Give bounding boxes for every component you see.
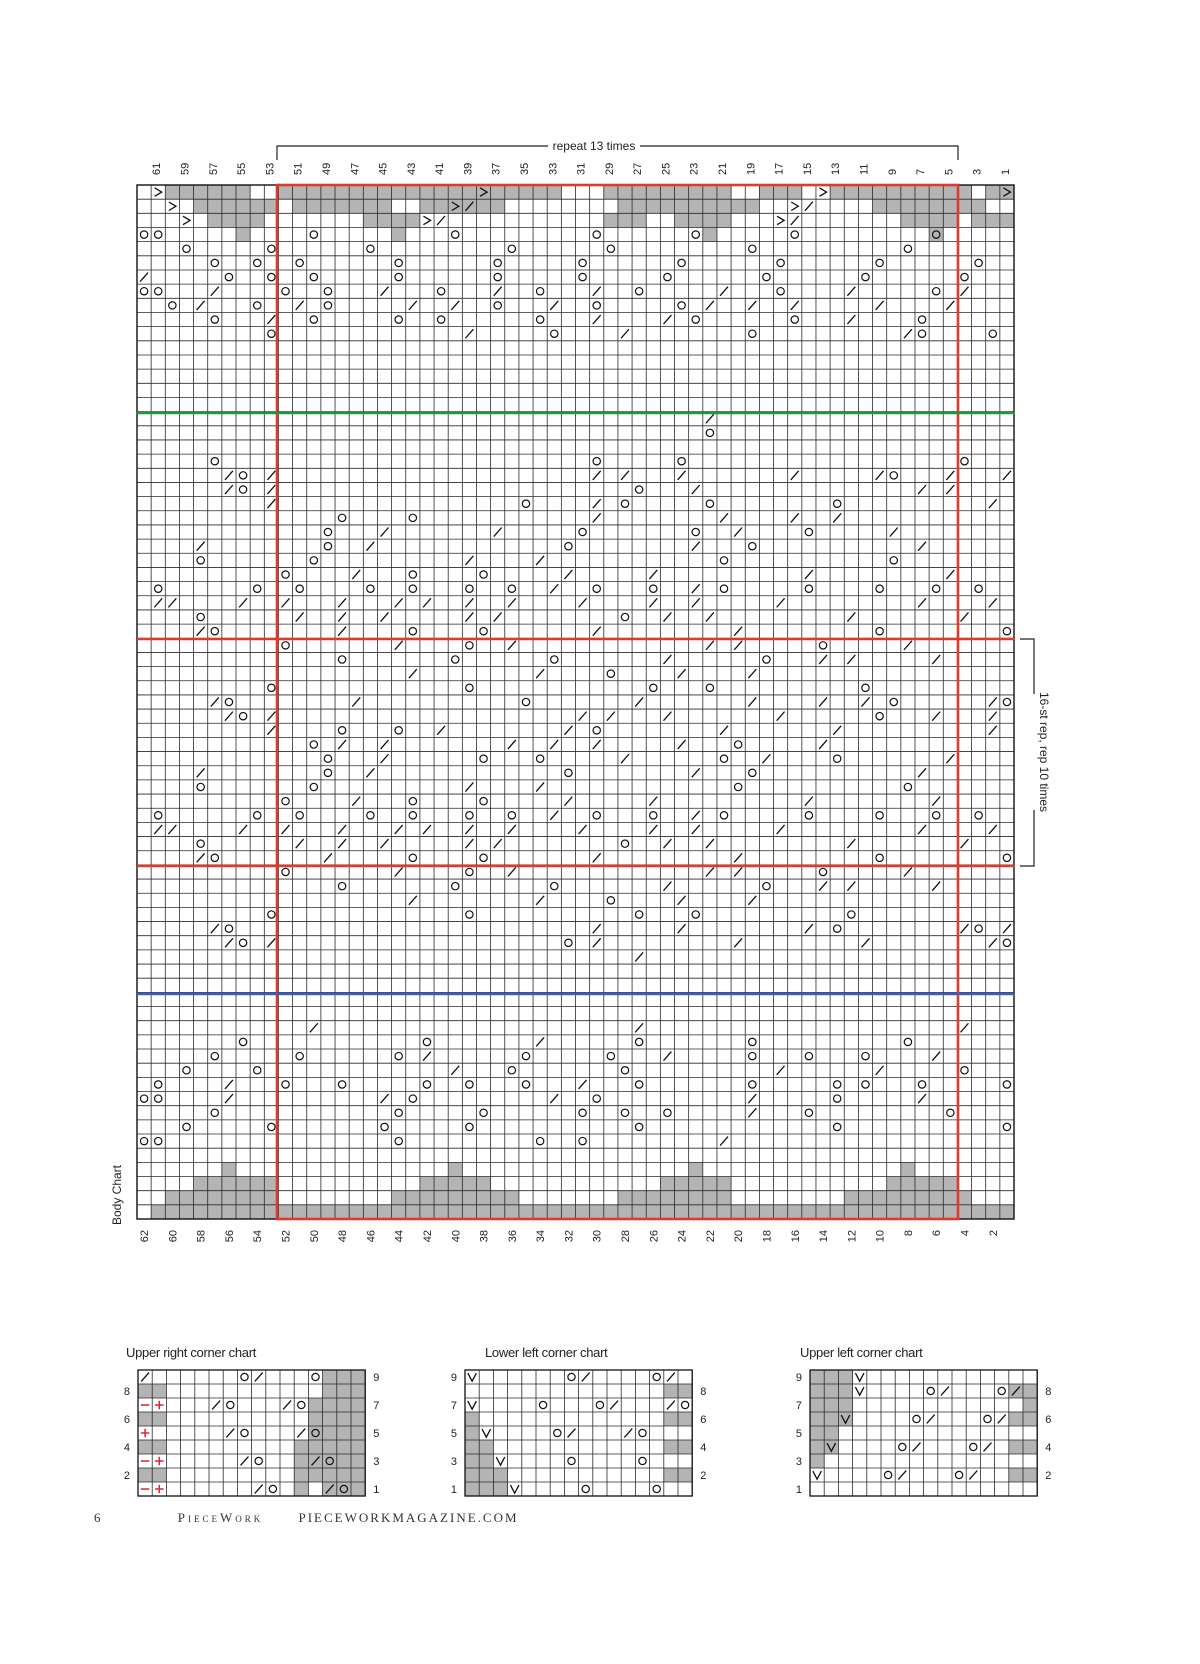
column-number-bottom: 24 <box>676 1230 689 1243</box>
column-number-top: 29 <box>603 162 616 175</box>
column-number-bottom: 30 <box>591 1230 604 1243</box>
row-number-left: 9 <box>450 1372 457 1384</box>
column-number-top: 55 <box>236 162 249 175</box>
column-number-top: 53 <box>264 162 277 175</box>
column-number-bottom: 6 <box>931 1230 944 1237</box>
column-number-top: 33 <box>547 162 560 175</box>
column-number-top: 25 <box>660 162 673 175</box>
upper-left-corner-title: Upper left corner chart <box>800 1345 923 1360</box>
row-number-left: 3 <box>450 1456 457 1468</box>
row-number-right: 5 <box>373 1428 380 1440</box>
row-number-left: 3 <box>795 1456 802 1468</box>
column-number-top: 1 <box>999 168 1012 175</box>
column-number-bottom: 58 <box>195 1230 208 1243</box>
upper-right-corner-chart <box>110 1368 440 1518</box>
side-repeat-label: 16-st rep, rep 10 times <box>1037 691 1051 813</box>
repeat-label: repeat 13 times <box>552 139 636 153</box>
column-number-bottom: 40 <box>450 1230 463 1243</box>
column-number-bottom: 36 <box>506 1230 519 1243</box>
column-number-bottom: 16 <box>789 1230 802 1243</box>
column-number-bottom: 8 <box>902 1230 915 1237</box>
body-chart-title: Body Chart <box>110 1164 124 1226</box>
column-number-bottom: 56 <box>223 1230 236 1243</box>
column-number-top: 45 <box>377 162 390 175</box>
row-number-right: 8 <box>700 1386 707 1398</box>
column-number-top: 19 <box>745 162 758 175</box>
column-number-bottom: 34 <box>535 1230 548 1243</box>
column-number-bottom: 12 <box>846 1230 859 1243</box>
column-number-top: 11 <box>858 163 871 175</box>
row-number-right: 6 <box>1045 1414 1052 1426</box>
column-number-top: 35 <box>518 162 531 175</box>
column-number-bottom: 42 <box>421 1230 434 1243</box>
column-number-top: 5 <box>943 168 956 175</box>
row-number-right: 3 <box>373 1456 380 1468</box>
column-number-top: 7 <box>915 168 928 175</box>
column-number-top: 15 <box>801 162 814 175</box>
column-number-bottom: 14 <box>818 1230 831 1243</box>
column-number-bottom: 52 <box>280 1230 293 1243</box>
row-number-left: 6 <box>123 1414 130 1426</box>
column-number-top: 31 <box>575 162 588 175</box>
column-number-top: 41 <box>434 162 447 175</box>
column-number-top: 59 <box>179 162 192 175</box>
row-number-left: 9 <box>795 1372 802 1384</box>
column-number-top: 57 <box>207 162 220 175</box>
column-number-top: 23 <box>688 162 701 175</box>
column-number-top: 37 <box>490 162 503 175</box>
column-number-top: 27 <box>632 162 645 175</box>
column-number-bottom: 60 <box>167 1230 180 1243</box>
column-number-bottom: 26 <box>648 1230 661 1243</box>
column-number-top: 61 <box>151 162 164 175</box>
row-number-left: 7 <box>795 1400 802 1412</box>
column-number-top: 43 <box>405 162 418 175</box>
column-number-top: 3 <box>971 168 984 175</box>
column-number-bottom: 62 <box>139 1230 152 1243</box>
column-number-top: 21 <box>717 162 730 175</box>
row-number-right: 2 <box>700 1470 707 1482</box>
row-number-right: 4 <box>1045 1442 1052 1454</box>
column-number-bottom: 2 <box>987 1230 1000 1237</box>
column-number-bottom: 38 <box>478 1230 491 1243</box>
upper-left-corner-chart <box>795 1368 1110 1518</box>
row-number-right: 1 <box>373 1484 380 1496</box>
row-number-left: 8 <box>123 1386 130 1398</box>
upper-right-corner-title: Upper right corner chart <box>126 1345 257 1360</box>
row-number-left: 4 <box>123 1442 130 1454</box>
column-number-bottom: 48 <box>337 1230 350 1243</box>
row-number-right: 8 <box>1045 1386 1052 1398</box>
row-number-left: 1 <box>795 1484 802 1496</box>
row-number-left: 1 <box>450 1484 457 1496</box>
page-number: 6 <box>94 1510 101 1525</box>
row-number-right: 9 <box>373 1372 380 1384</box>
row-number-left: 7 <box>450 1400 457 1412</box>
column-number-bottom: 32 <box>563 1230 576 1243</box>
column-number-bottom: 22 <box>704 1230 717 1243</box>
column-number-bottom: 20 <box>733 1230 746 1243</box>
page-footer <box>94 1510 519 1526</box>
row-number-left: 5 <box>795 1428 802 1440</box>
column-number-bottom: 18 <box>761 1230 774 1243</box>
column-number-bottom: 28 <box>620 1230 633 1243</box>
column-number-top: 39 <box>462 162 475 175</box>
lower-left-corner-title: Lower left corner chart <box>485 1345 608 1360</box>
column-number-bottom: 50 <box>308 1230 321 1243</box>
column-number-top: 17 <box>773 162 786 175</box>
column-number-top: 49 <box>320 162 333 175</box>
row-number-right: 6 <box>700 1414 707 1426</box>
row-number-right: 4 <box>700 1442 707 1454</box>
column-number-top: 9 <box>886 168 899 175</box>
row-number-right: 7 <box>373 1400 380 1412</box>
row-number-left: 5 <box>450 1428 457 1440</box>
column-number-bottom: 44 <box>393 1230 406 1243</box>
lower-left-corner-chart <box>450 1368 765 1518</box>
column-number-bottom: 4 <box>959 1230 972 1237</box>
column-number-top: 13 <box>830 162 843 175</box>
column-number-bottom: 46 <box>365 1230 378 1243</box>
column-number-top: 51 <box>292 162 305 175</box>
column-number-bottom: 10 <box>874 1230 887 1243</box>
row-number-left: 2 <box>123 1470 130 1482</box>
row-number-right: 2 <box>1045 1470 1052 1482</box>
brand-name: PieceWork <box>177 1510 264 1525</box>
column-number-bottom: 54 <box>252 1230 265 1243</box>
site-url: PIECEWORKMAGAZINE.COM <box>298 1510 519 1525</box>
side-bracket <box>1020 639 1034 866</box>
column-number-top: 47 <box>349 162 362 175</box>
